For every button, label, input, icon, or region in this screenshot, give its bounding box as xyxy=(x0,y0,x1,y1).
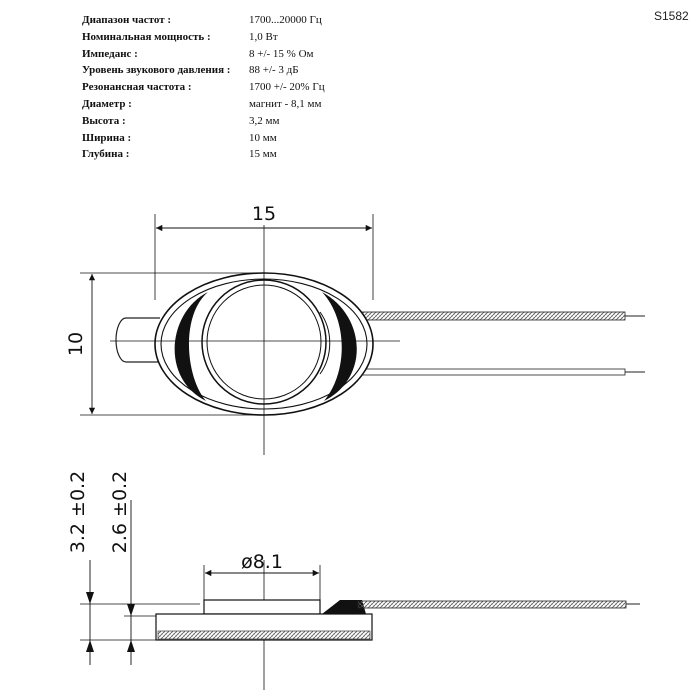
dim-width-label: 15 xyxy=(251,203,277,225)
spec-value: 8 +/- 15 % Ом xyxy=(249,47,314,60)
top-view xyxy=(65,203,645,455)
terminal-tab xyxy=(116,318,160,362)
spec-value: 1700 +/- 20% Гц xyxy=(249,81,325,94)
dim-body-height-label: 2.6 ±0.2 xyxy=(109,470,131,554)
spec-value: 88 +/- 3 дБ xyxy=(249,64,299,77)
spec-value: 1,0 Вт xyxy=(249,30,278,43)
spec-value: 1700...20000 Гц xyxy=(249,14,322,26)
spec-label: Диапазон частот : xyxy=(82,14,172,26)
wire-bottom xyxy=(352,369,625,375)
magnet xyxy=(204,600,320,614)
spec-label: Номинальная мощность : xyxy=(82,30,211,43)
dim-magnet-diameter-label: ø8.1 xyxy=(241,551,283,573)
side-wire xyxy=(358,601,626,608)
spec-label: Резонансная частота : xyxy=(82,81,192,94)
dim-height-label: 10 xyxy=(65,331,87,357)
spec-label: Уровень звукового давления : xyxy=(82,64,231,77)
spec-label: Высота : xyxy=(82,114,126,127)
spec-value: 3,2 мм xyxy=(249,114,280,127)
document-code: S1582 xyxy=(654,9,689,23)
spec-value: 15 мм xyxy=(249,148,277,161)
spec-label: Импеданс : xyxy=(82,47,138,60)
dim-total-height-label: 3.2 ±0.2 xyxy=(67,470,89,554)
spec-label: Ширина : xyxy=(82,131,132,144)
side-view xyxy=(67,471,640,690)
spec-label: Глубина : xyxy=(82,148,130,161)
wire-top xyxy=(352,312,625,320)
spec-label: Диаметр : xyxy=(82,97,132,110)
spec-value: магнит - 8,1 мм xyxy=(249,97,322,110)
spec-value: 10 мм xyxy=(249,131,277,144)
